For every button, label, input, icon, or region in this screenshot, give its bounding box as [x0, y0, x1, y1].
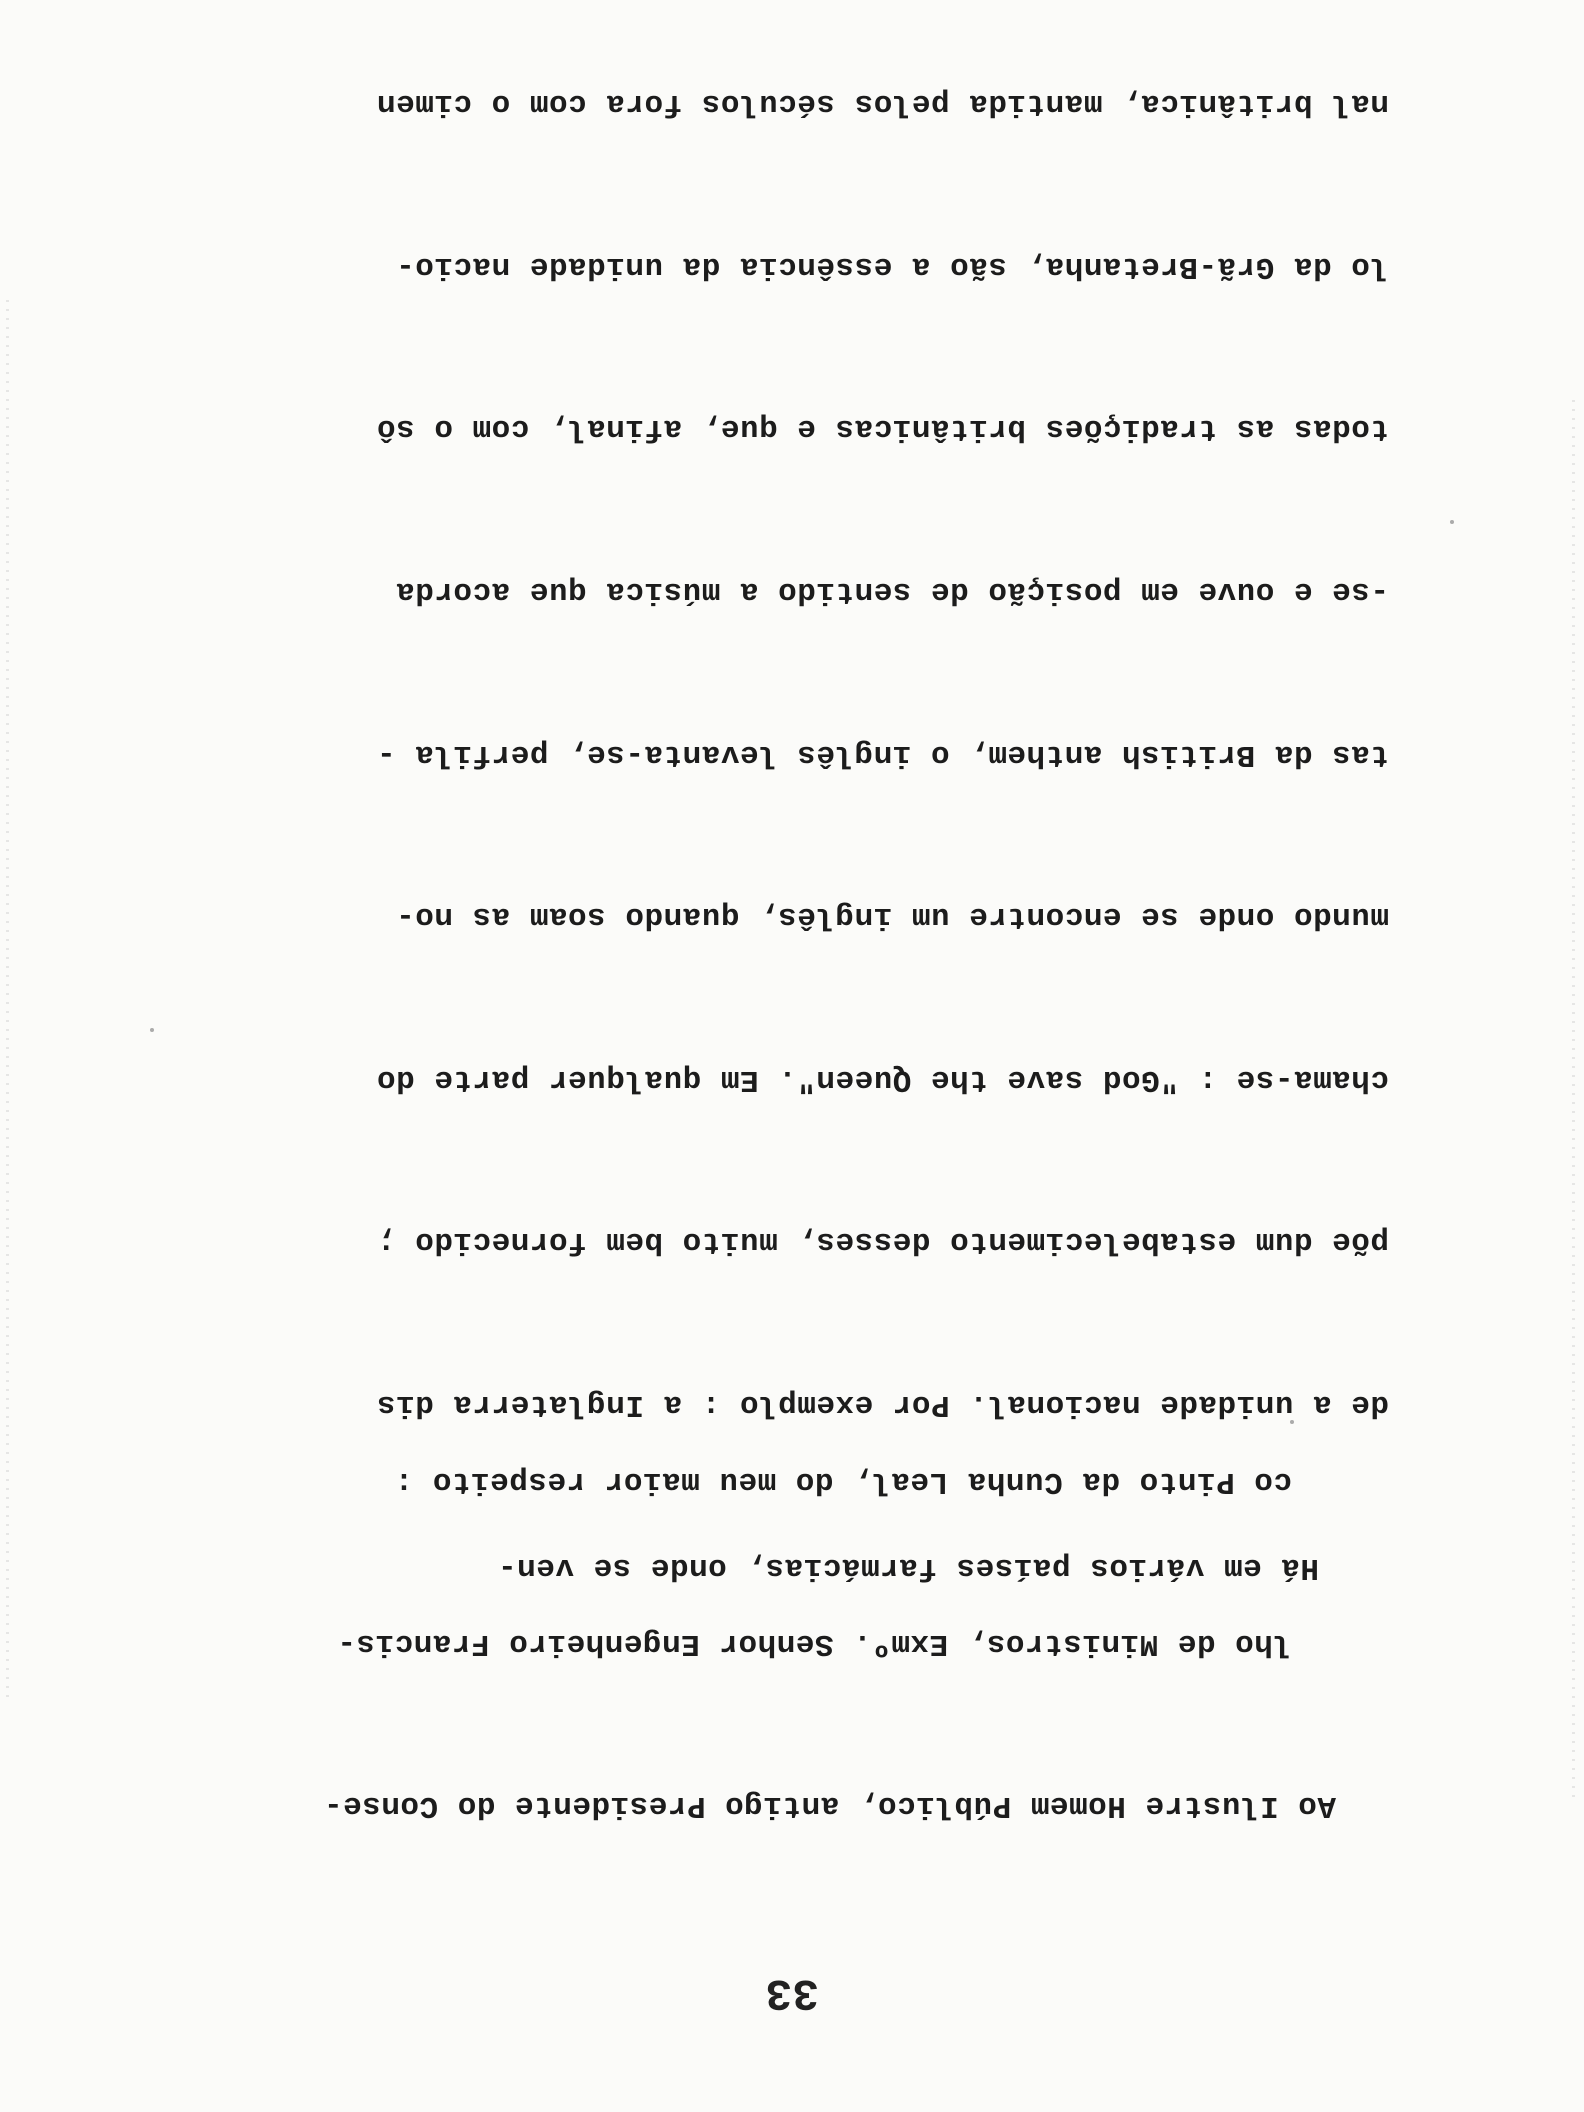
- page-number: 33: [765, 1967, 819, 2017]
- body-line: põe dum estabelecimento desses, muito bem fornecido ;: [376, 1224, 1389, 1260]
- body-line: todas as tradições britânicas e que, afinal, com o sô: [376, 411, 1389, 447]
- body-line: tas da British anthem, o inglês levanta-se, perfila -: [376, 736, 1389, 772]
- body-line: Há em vários países farmácias, onde se ven-: [497, 1549, 1319, 1585]
- body-line: de a unidade nacional. Por exemplo : a Inglaterra dis: [376, 1387, 1389, 1422]
- body-line: mundo onde se encontre um inglês, quando soam as no-: [395, 899, 1389, 935]
- body-line: nal britânica, mantida pelos séculos fora com o cimen: [376, 86, 1389, 122]
- body-line: chama-se : "God save the Queen". Em qualquer parte do: [376, 1061, 1389, 1097]
- dedication-line: co Pinto da Cunha Leal, do meu maior respeito :: [394, 1464, 1292, 1499]
- dedication-line: Ao Ilustre Homem Público, antigo Presidente do Conse-: [323, 1788, 1336, 1823]
- body-line: lo da Grã-Bretanha, são a essência da unidade nacio-: [395, 248, 1389, 284]
- body-line: -se e ouve em posição de sentido a música que acorda: [395, 574, 1389, 610]
- dedication-line: lho de Ministros, Exmº. Senhor Engenheiro Francis-: [336, 1626, 1292, 1661]
- body-text-block: [169, 0, 1389, 1702]
